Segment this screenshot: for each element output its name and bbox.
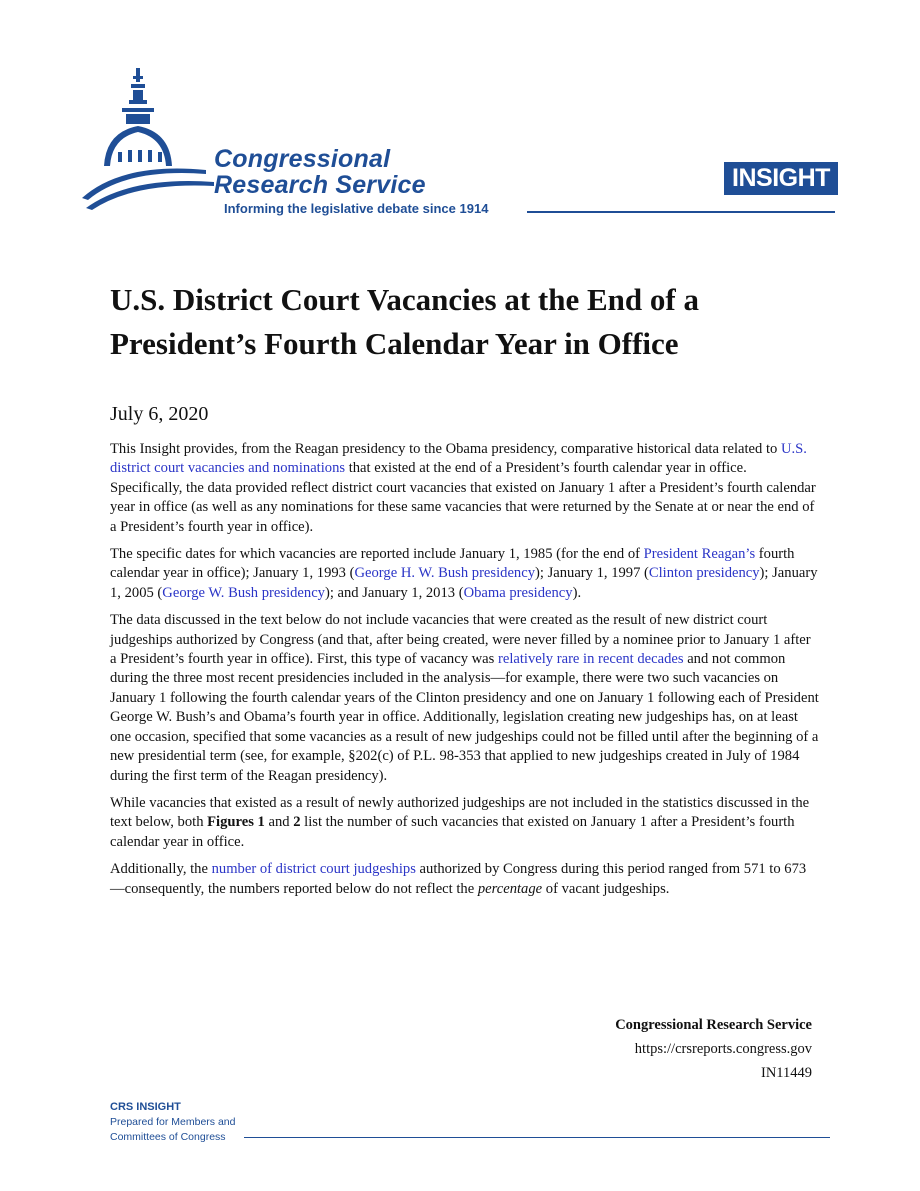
paragraph-text: While vacancies that existed as a result of newly authorized judgeships are not included in the statistics discussed in the text below, both: [110, 794, 810, 831]
paragraph-text: of vacant judgeships.: [542, 880, 670, 897]
footer: [110, 1100, 235, 1145]
paragraph-4: [110, 794, 820, 852]
paragraph-1: [110, 440, 820, 537]
figure-ref-1: Figures 1: [207, 814, 265, 831]
signature-org: Congressional Research Service: [615, 1017, 812, 1033]
paragraph-text: ); and January 1, 2013 (: [324, 584, 464, 601]
org-name-line2: Research Service: [214, 171, 426, 199]
link-clinton[interactable]: Clinton presidency: [648, 565, 760, 582]
figure-ref-2: 2: [293, 814, 301, 831]
link-ghw-bush[interactable]: George H. W. Bush presidency: [354, 565, 535, 582]
capitol-dome-icon: [82, 66, 222, 216]
crs-logo: [82, 66, 502, 226]
paragraph-5: [110, 860, 820, 899]
paragraph-text: The specific dates for which vacancies are reported include January 1, 1985 (for the end of: [110, 546, 644, 563]
paragraph-text: ).: [572, 584, 582, 601]
paragraph-text: This Insight provides, from the Reagan presidency to the Obama presidency, comparative historical data related to: [110, 441, 781, 457]
publication-date: July 6, 2020: [110, 403, 209, 425]
link-number-of-judgeships[interactable]: number of district court judgeships: [211, 861, 416, 878]
footer-rule: [244, 1137, 830, 1138]
paragraph-text: fourth calendar year in office); January 1, 1993 (: [110, 546, 795, 582]
footer-line-2: Committees of Congress: [110, 1131, 226, 1143]
link-relatively-rare[interactable]: relatively rare in recent decades: [497, 651, 684, 668]
insight-badge: INSIGHT: [724, 162, 838, 195]
link-reagan[interactable]: President Reagan’s: [643, 546, 756, 563]
paragraph-2: [110, 545, 820, 603]
body-text: [110, 440, 820, 907]
title-line-2: President’s Fourth Calendar Year in Office: [110, 326, 679, 361]
paragraph-text: The data discussed in the text below do not include vacancies that were created as the result of new district court judgeships authorized by Congress (and that, after being created, were never filled by a nominee prior to January 1 after a President’s fourth year in office). First, this type of vacancy was: [110, 612, 811, 668]
paragraph-text: ); January 1, 1997 (: [535, 565, 649, 582]
header-rule: [527, 211, 835, 213]
org-name-line1: Congressional: [214, 145, 391, 173]
signature-block: [615, 1013, 812, 1085]
paragraph-text: and not common during the three most recent presidencies included in the analysis—for example, there were two such vacancies on January 1 following the fourth calendar years of the Clinton presidency and one on January 1 following each of President George W. Bush’s and Obama’s fourth year in office. Additionally, legislation creating new judgeships has, on at least one occasion, specified that some vacancies as a result of new judgeships could not be filled until after the beginning of a new presidential term (see, for example, §202(c) of P.L. 98-353 that applied to new judgeships created in July of 1984 during the first term of the Reagan presidency).: [110, 651, 819, 784]
paragraph-text: list the number of such vacancies that existed on January 1 after a President’s fourth calendar year in office.: [110, 814, 795, 850]
title-line-1: U.S. District Court Vacancies at the End of a: [110, 282, 699, 317]
report-id: IN11449: [760, 1065, 812, 1081]
paragraph-text: that existed at the end of a President’s fourth calendar year in office. Specifically, the data provided reflect district court vacancies that existed on January 1 after a President’s fourth calendar year in office (as well as any nominations for these same vacancies that were returned by the Senate at or near the end of a President’s fourth year in office).: [110, 460, 816, 535]
paragraph-text: and: [264, 814, 294, 831]
footer-line-1: Prepared for Members and: [110, 1116, 236, 1128]
paragraph-text: authorized by Congress during this period ranged from 571 to 673—consequently, the numbers reported below do not reflect the: [110, 861, 807, 897]
footer-title: CRS INSIGHT: [110, 1101, 181, 1113]
link-obama[interactable]: Obama presidency: [463, 584, 573, 601]
paragraph-3: [110, 611, 820, 786]
org-name: [214, 146, 426, 198]
link-gw-bush[interactable]: George W. Bush presidency: [162, 584, 325, 601]
org-tagline: Informing the legislative debate since 1914: [224, 201, 489, 216]
signature-url[interactable]: https://crsreports.congress.gov: [634, 1041, 812, 1057]
paragraph-text: ); January 1, 2005 (: [110, 565, 818, 601]
page-title: [110, 278, 830, 366]
link-vacancies-nominations[interactable]: U.S. district court vacancies and nominations: [110, 441, 807, 477]
paragraph-text: Additionally, the: [110, 861, 212, 878]
emphasis-percentage: percentage: [477, 880, 543, 897]
